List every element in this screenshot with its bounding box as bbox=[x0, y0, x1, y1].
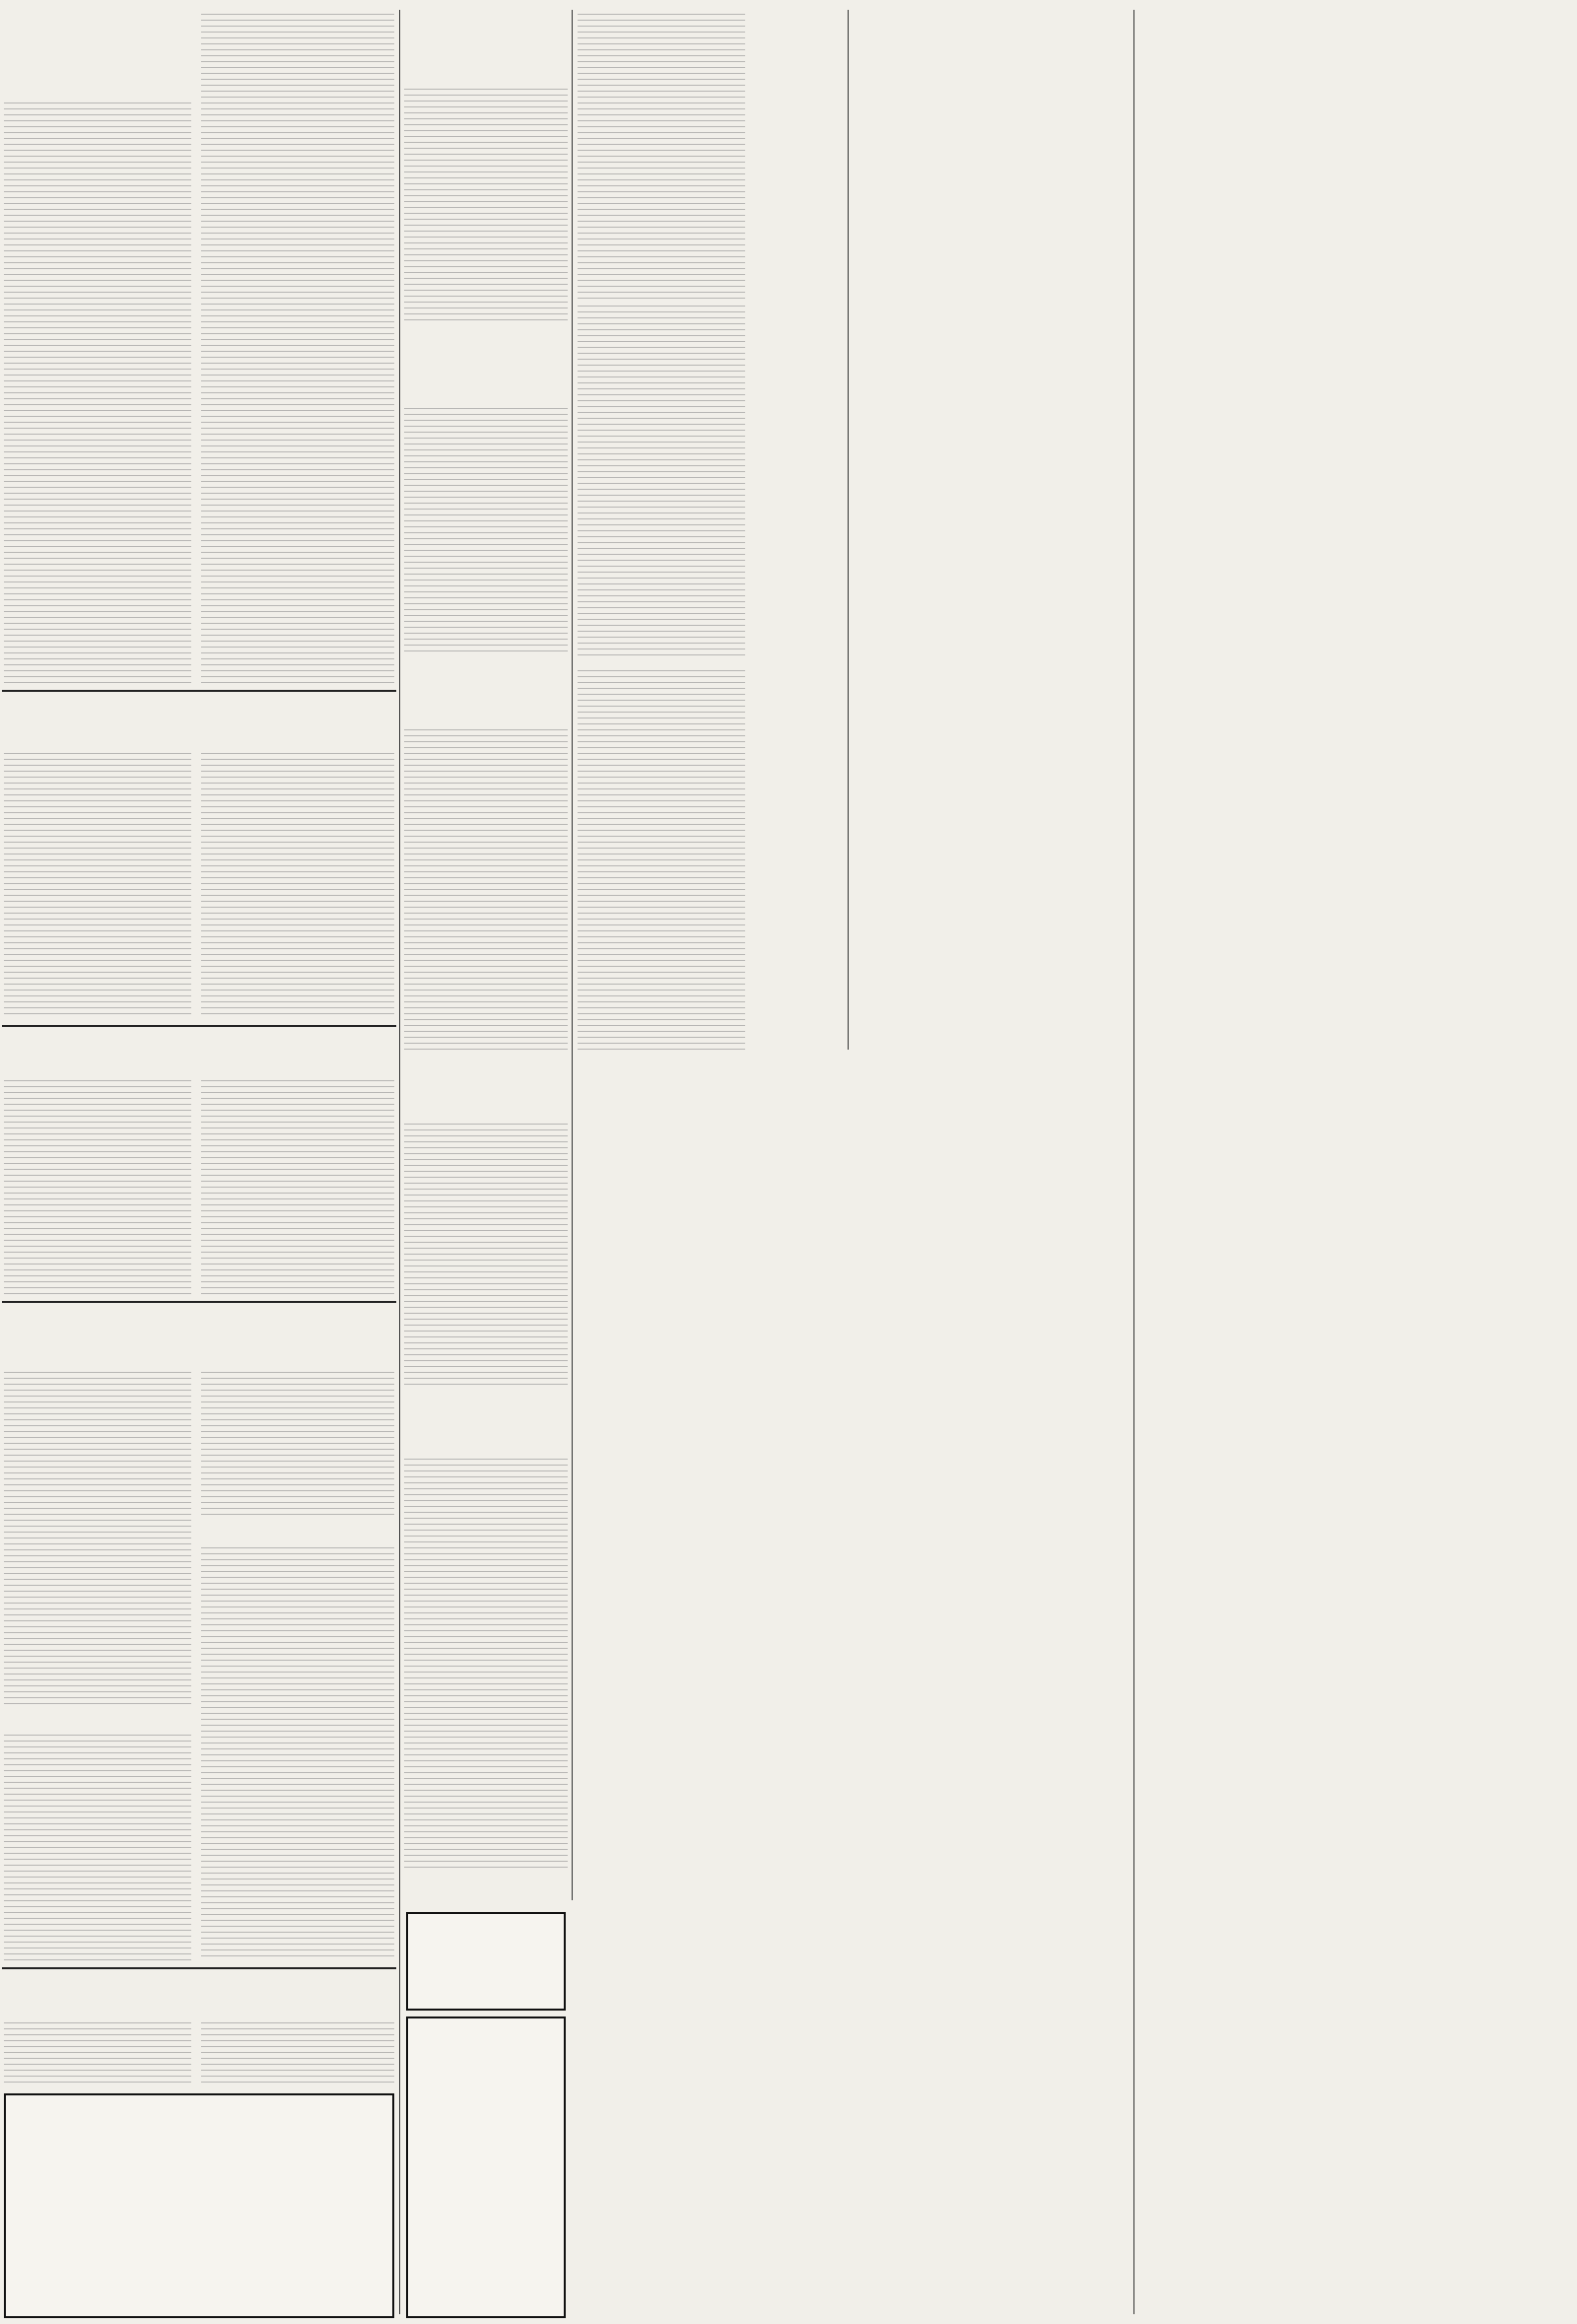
article-body bbox=[4, 1372, 191, 1707]
article-header bbox=[578, 10, 1130, 59]
article-body bbox=[201, 1372, 394, 1520]
article-header bbox=[2, 1973, 396, 2018]
article-body bbox=[201, 2022, 394, 2085]
article-body bbox=[578, 306, 745, 660]
section-subhead bbox=[4, 1713, 191, 1731]
signature bbox=[404, 1877, 568, 1906]
article-header bbox=[2, 698, 396, 749]
article-body bbox=[404, 89, 568, 325]
article-header bbox=[404, 349, 568, 404]
article-header bbox=[404, 1400, 568, 1455]
ad-amaryllis bbox=[406, 1912, 566, 2011]
article-header bbox=[404, 1064, 568, 1120]
article-body bbox=[4, 103, 191, 684]
column-rule bbox=[848, 10, 849, 1050]
article-body bbox=[404, 1459, 568, 1873]
article-body bbox=[201, 753, 394, 1019]
article-body bbox=[404, 408, 568, 654]
article-body bbox=[4, 1080, 191, 1297]
article-body bbox=[404, 1124, 568, 1390]
article-header bbox=[404, 670, 568, 723]
column-rule bbox=[572, 10, 573, 1900]
article-body bbox=[4, 753, 191, 1019]
article-body bbox=[4, 1735, 191, 1961]
section-divider bbox=[2, 690, 396, 692]
article-body bbox=[201, 1547, 394, 1961]
article-body bbox=[201, 1080, 394, 1297]
section-divider bbox=[2, 1301, 396, 1303]
article-body bbox=[404, 729, 568, 1055]
article-header bbox=[2, 1031, 396, 1076]
column-rule bbox=[399, 10, 400, 2314]
article-header bbox=[404, 14, 568, 85]
ad-gerakini-apartments bbox=[4, 2093, 394, 2318]
article-body bbox=[4, 2022, 191, 2085]
ad-katerina-cinema bbox=[406, 2016, 566, 2318]
section-divider bbox=[2, 1967, 396, 1969]
section-divider bbox=[2, 1025, 396, 1027]
column-rule bbox=[1133, 10, 1134, 2314]
article-body bbox=[578, 670, 745, 1055]
article-header bbox=[2, 1307, 396, 1368]
article-body bbox=[201, 14, 394, 684]
section-subhead bbox=[201, 1526, 394, 1543]
